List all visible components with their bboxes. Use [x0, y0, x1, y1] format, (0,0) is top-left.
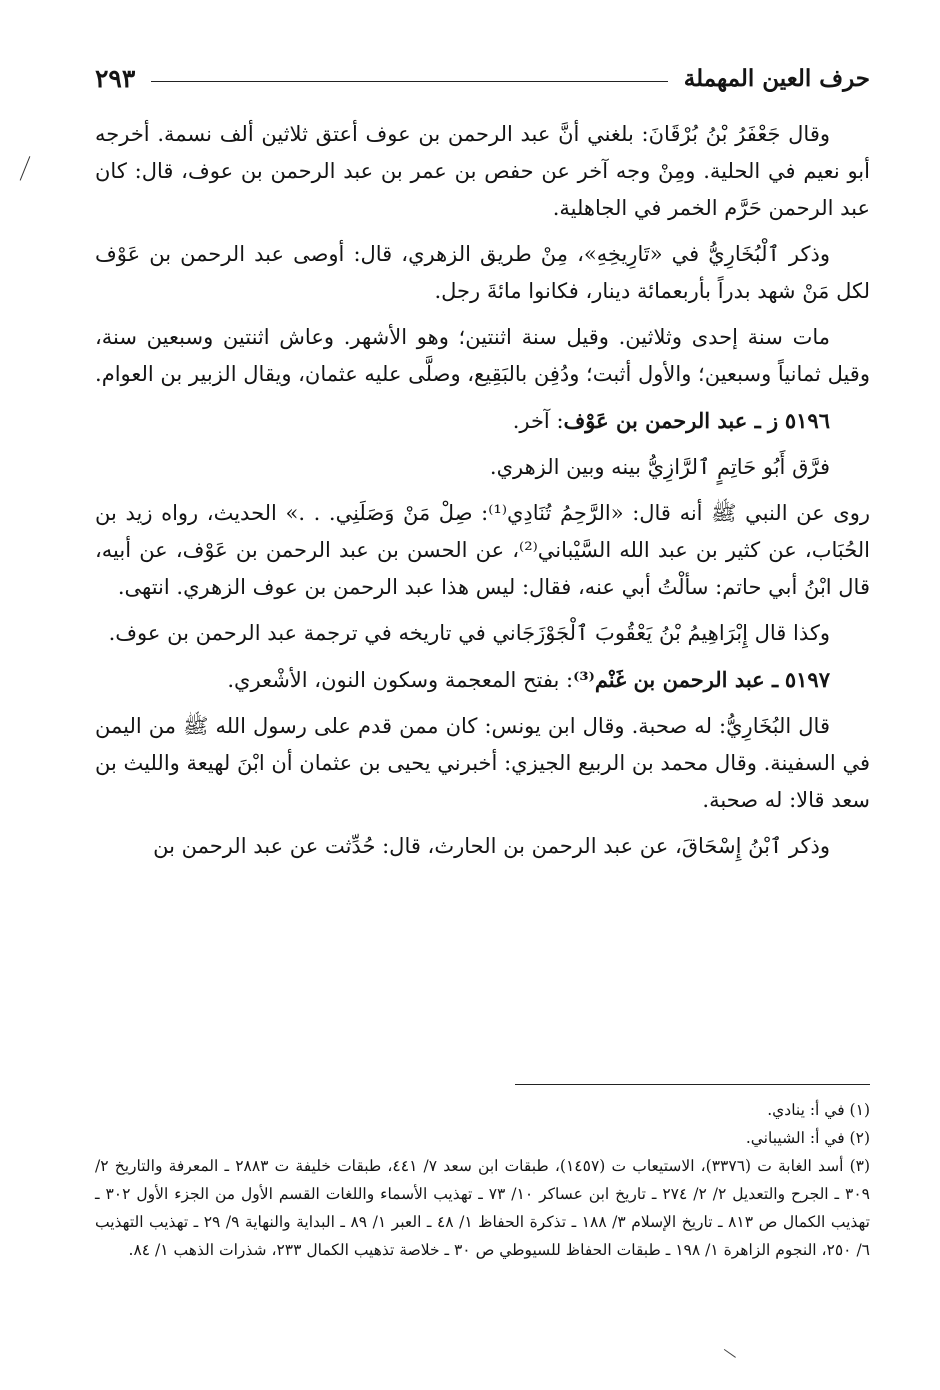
entry-text: : بفتح المعجمة وسكون النون، الأشْعري. — [227, 668, 574, 692]
paragraph-2: وذكر ٱلْبُخَارِيُّ في «تَارِيخِهِ»، مِنْ طريق الزهري، قال: أوصى عبد الرحمن بن عَوْف لكل مَنْ شهد بدراً بأربعمائة دينار، فكانوا مائةَ رجل. — [95, 242, 870, 303]
page-header — [95, 58, 870, 98]
entry-5196 — [95, 402, 870, 440]
footnote-1: (١) في أ: ينادي. — [767, 1101, 870, 1119]
paragraph-7: قال البُخَارِيُّ: له صحبة. وقال ابن يونس: كان ممن قدم على رسول الله ﷺ من اليمن في السفينة. وقال محمد بن الربيع الجيزي: أخبرني يحيى بن عثمان أن ابْنَ لهيعة والليث بن سعد قالا: له صحبة. — [95, 714, 870, 812]
paragraph-1: وقال جَعْفَرُ بْنُ بُرْقَانَ: بلغني أنَّ عبد الرحمن بن عوف أعتق ثلاثين ألف نسمة. أخرجه أبو نعيم في الحلية. ومِنْ وجه آخر عن حفص بن عمر بن عبد الرحمن بن عوف، قال: كان عبد الرحمن حَرَّم الخمر في الجاهلية. — [95, 122, 870, 220]
paragraph-6: وكذا قال إِبْرَاهِيمُ بْنُ يَعْقُوبَ ٱلْجَوْزَجَاني في تاريخه في ترجمة عبد الرحمن بن عوف. — [108, 621, 830, 645]
entry-number: ٥١٩٦ — [784, 408, 830, 433]
paragraph-5: روى عن النبي ﷺ أنه قال: «الرَّحِمُ تُنَادِي⁽¹⁾: صِلْ مَنْ وَصَلَنِي. . .» الحديث، رواه زيد بن الحُبَاب، عن كثير بن عبد الله السَّيْباني⁽²⁾، عن الحسن بن عبد الرحمن بن عَوْف، عن أبيه، قال ابْنُ أبي حاتم: سألْتُ أبي عنه، فقال: ليس هذا عبد الرحمن بن عوف الزهري. انتهى. — [95, 501, 870, 599]
paragraph-3: مات سنة إحدى وثلاثين. وقيل سنة اثنتين؛ وهو الأشهر. وعاش اثنتين وسبعين سنة، وقيل ثمانياً وسبعين؛ والأول أثبت؛ ودُفِن بالبَقِيع، وصلَّى عليه عثمان، ويقال الزبير بن العوام. — [95, 325, 870, 386]
entry-number: ٥١٩٧ — [784, 667, 830, 692]
entry-heading: ـ عبد الرحمن بن غَنْم⁽³⁾ — [573, 667, 779, 692]
footnote-2: (٢) في أ: الشيباني. — [745, 1129, 870, 1147]
paragraph-8: وذكر ٱبْنُ إِسْحَاقَ، عن عبد الرحمن بن الحارث، قال: حُدِّثت عن عبد الرحمن بن — [153, 834, 830, 858]
running-title: حرف العين المهملة — [683, 64, 870, 92]
page-number: ٢٩٣ — [95, 63, 136, 93]
paragraph-4: فرَّق أَبُو حَاتِمٍ ٱلرَّازِيُّ بينه وبين الزهري. — [489, 455, 830, 479]
entry-heading: ز ـ عبد الرحمن بن عَوْف — [563, 408, 779, 433]
margin-pencil-mark — [20, 156, 44, 186]
footnote-3: (٣) أسد الغابة ت (٣٣٧٦)، الاستيعاب ت (١٤٥٧)، طبقات ابن سعد ٧/ ٤٤١، طبقات خليفة ت ٢٨٨٣ ـ المعرفة والتاريخ ٢/ ٣٠٩ ـ الجرح والتعديل ٢/ ٢/ ٢٧٤ ـ تاريخ ابن عساكر ١٠/ ٧٣ ـ تهذيب الأسماء واللغات القسم الأول من الجزء الأول ٣٠٢ ـ تهذيب الكمال ص ٨١٣ ـ تاريخ الإسلام ٣/ ١٨٨ ـ تذكرة الحفاظ ١/ ٤٨ ـ العبر ١/ ٨٩ ـ البداية والنهاية ٩/ ٢٩ ـ تهذيب التهذيب ٦/ ٢٥٠، النجوم الزاهرة ١/ ١٩٨ ـ طبقات الحفاظ للسيوطي ص ٣٠ ـ خلاصة تذهيب الكمال ٢٣٣، شذرات الذهب ١/ ٨٤. — [95, 1157, 871, 1259]
footnotes — [95, 1096, 870, 1264]
entry-5197 — [95, 661, 870, 699]
footnote-rule — [515, 1084, 870, 1085]
margin-pencil-mark — [718, 1349, 736, 1366]
main-text — [95, 116, 870, 874]
header-rule — [151, 81, 667, 82]
entry-text: : آخر. — [512, 409, 564, 433]
